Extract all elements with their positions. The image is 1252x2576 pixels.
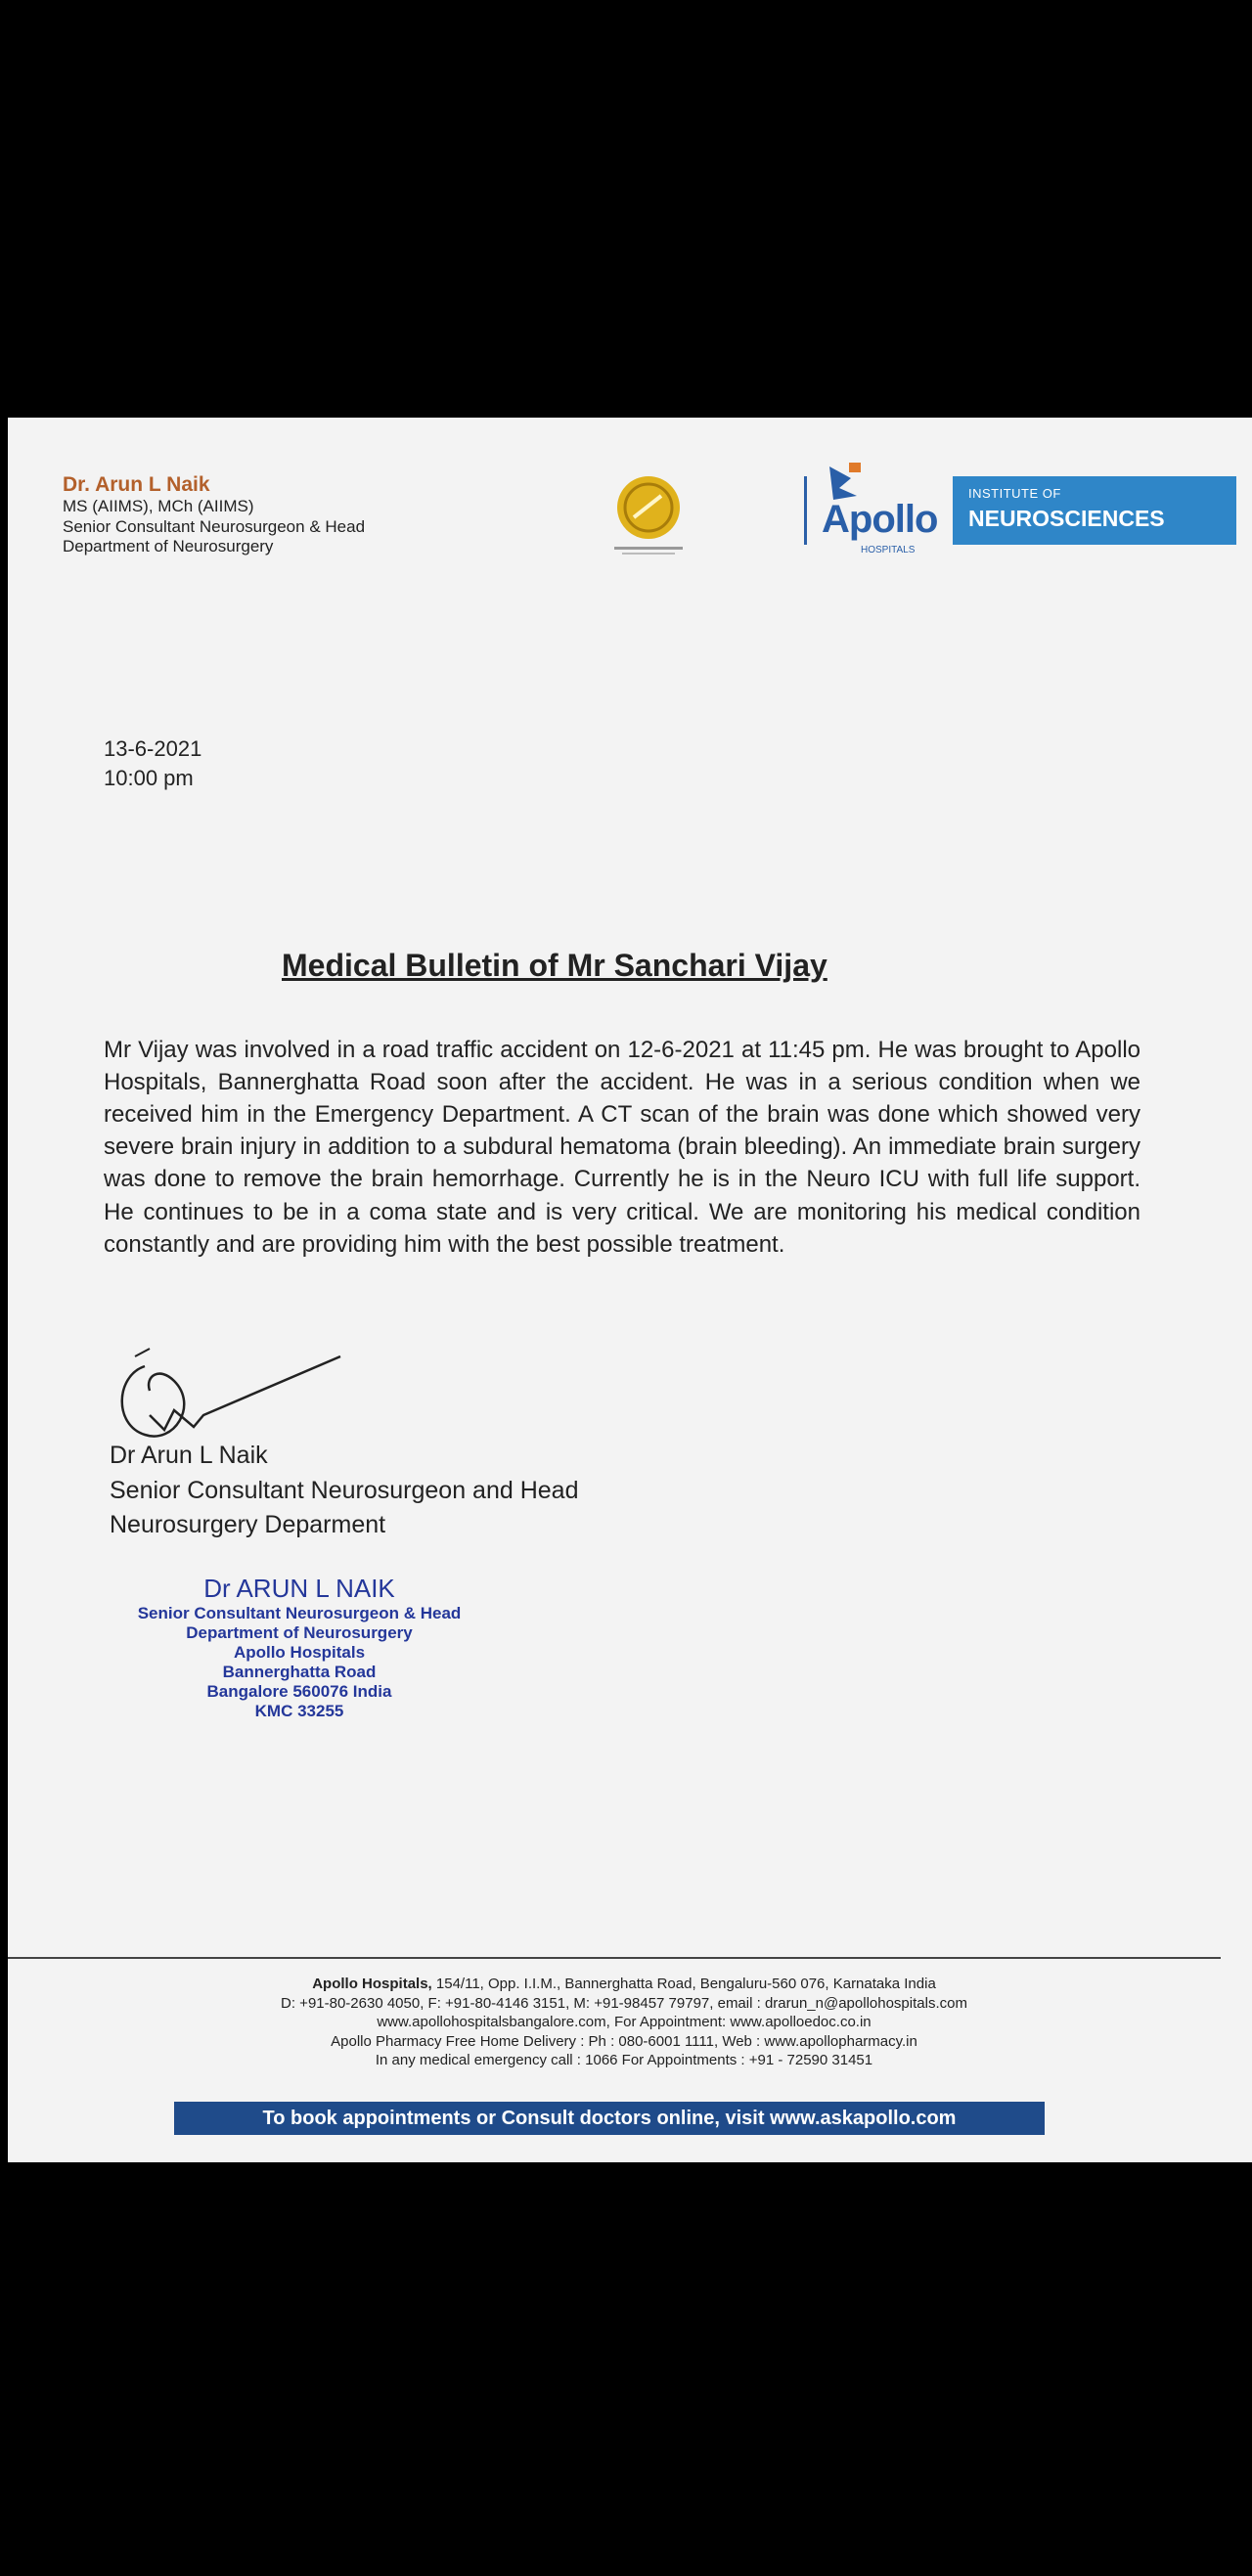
accreditation-seal-icon [595, 468, 702, 556]
doctor-department: Department of Neurosurgery [63, 536, 274, 555]
bulletin-date: 13-6-2021 [104, 736, 202, 761]
institute-small: INSTITUTE OF [968, 486, 1061, 501]
doctor-qualifications: MS (AIIMS), MCh (AIIMS) [63, 497, 254, 516]
letterhead-doctor [63, 472, 365, 556]
apollo-logo [800, 457, 957, 564]
signatory-name: Dr Arun L Naik [110, 1442, 268, 1469]
institute-banner [953, 476, 1236, 545]
signatory-department: Neurosurgery Deparment [110, 1511, 386, 1538]
footer-address-text: 154/11, Opp. I.I.M., Bannerghatta Road, Bengaluru-560 076, Karnataka India [435, 1976, 936, 1992]
doctor-position: Senior Consultant Neurosurgeon & Head [63, 516, 366, 536]
bulletin-datetime [104, 734, 201, 792]
doctor-name: Dr. Arun L Naik [63, 473, 210, 496]
stamp-line: Senior Consultant Neurosurgeon & Head [137, 1603, 462, 1622]
signatory-title: Senior Consultant Neurosurgeon and Head [110, 1476, 579, 1504]
doctor-stamp [104, 1574, 495, 1721]
footer-emergency: In any medical emergency call : 1066 For Appointments : +91 - 72590 31451 [375, 2052, 873, 2068]
footer-hospital-name: Apollo Hospitals, [312, 1976, 432, 1992]
appointment-banner: To book appointments or Consult doctors online, visit www.askapollo.com [174, 2102, 1045, 2135]
letter-page [8, 418, 1252, 2162]
footer-web: www.apollohospitalsbangalore.com, For Appointment: www.apolloedoc.co.in [377, 2014, 872, 2030]
footer-line [115, 1975, 1133, 1994]
stamp-line: Bangalore 560076 India [206, 1681, 392, 1701]
stamp-line: Bannerghatta Road [222, 1662, 377, 1681]
apollo-wordmark: Apollo [822, 498, 938, 541]
stamp-line: Department of Neurosurgery [186, 1622, 413, 1642]
bulletin-title: Medical Bulletin of Mr Sanchari Vijay [282, 948, 827, 983]
footer-address [115, 1975, 1133, 2070]
signatory [110, 1439, 578, 1543]
footer-divider [8, 1957, 1221, 1959]
footer-pharmacy: Apollo Pharmacy Free Home Delivery : Ph : 080-6001 1111, Web : www.apollopharmacy.in [331, 2032, 917, 2050]
apollo-sub: HOSPITALS [861, 545, 916, 555]
bulletin-time: 10:00 pm [104, 765, 194, 790]
institute-name: NEUROSCIENCES [968, 506, 1165, 531]
bulletin-body: Mr Vijay was involved in a road traffic accident on 12-6-2021 at 11:45 pm. He was brought to Apollo Hospitals, Bannerghatta Road soon after the accident. He was in a serious condition when we received him in the Emergency Department. A CT scan of the brain was done which showed very severe brain injury in addition to a subdural hematoma (brain bleeding). An immediate brain surgery was done to remove the brain hemorrhage. Currently he is in the Neuro ICU with full life support. He continues to be in a coma state and is very critical. We are monitoring his medical condition constantly and are providing him with the best possible treatment. [104, 1037, 1140, 1258]
footer-contact: D: +91-80-2630 4050, F: +91-80-4146 3151, M: +91-98457 79797, email : drarun_n@apollohospitals.com [281, 1994, 967, 2012]
stamp-line: Apollo Hospitals [233, 1642, 366, 1662]
stamp-line: KMC 33255 [254, 1701, 344, 1720]
stamp-line: Dr ARUN L NAIK [203, 1574, 395, 1603]
